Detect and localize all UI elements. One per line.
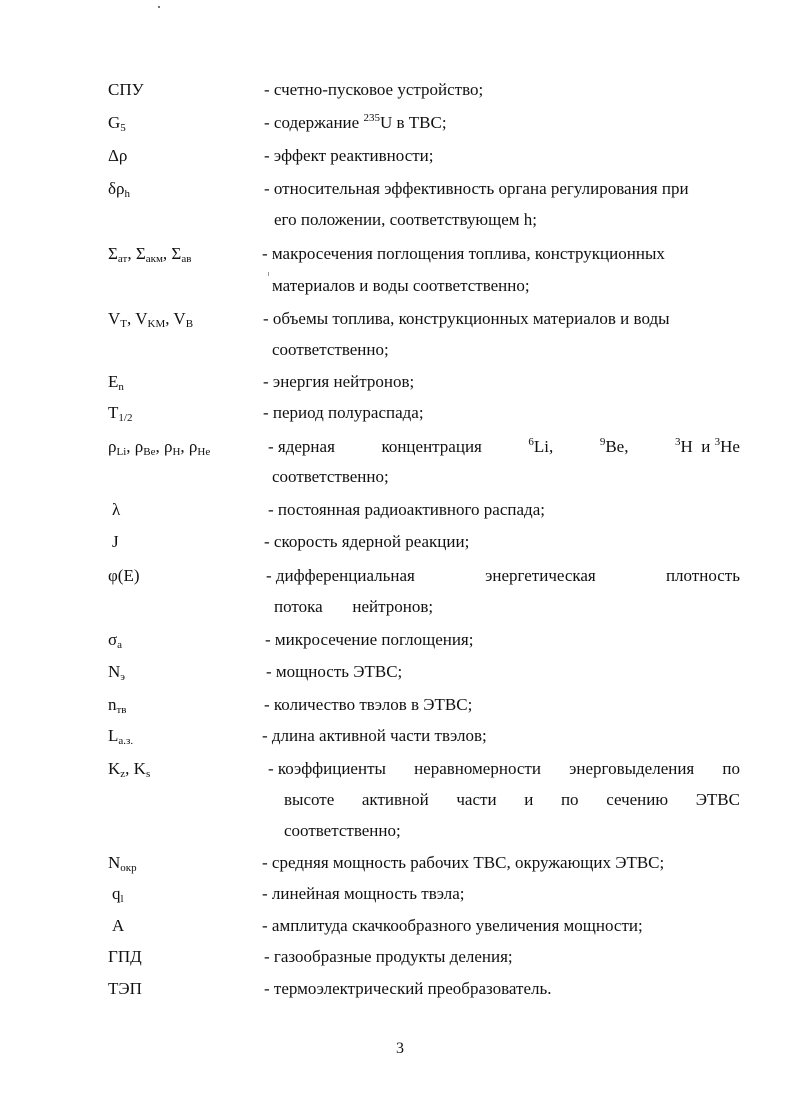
term-definition: - амплитуда скачкообразного увеличения мощности; <box>262 916 643 935</box>
term-definition: - содержание $^{235}$U в ТВС; <box>264 112 447 132</box>
term-definition: - мощность ЭТВС; <box>266 662 403 681</box>
term-symbol: ТЭП <box>108 979 142 998</box>
term-definition: - постоянная радиоактивного распада; <box>268 500 545 519</box>
term-definition-continuation: высоте активной части и по сечению ЭТВС <box>284 790 740 809</box>
term-definition-continuation: соответственно; <box>284 821 401 840</box>
term-definition-continuation: соответственно; <box>272 340 389 359</box>
term-symbol: $K_z$, $K_s$ <box>108 759 151 780</box>
term-symbol: $E_n$ <box>108 372 124 393</box>
term-definition-continuation: его положении, соответствующем h; <box>274 210 537 229</box>
term-definition: - микросечение поглощения; <box>265 630 474 649</box>
term-symbol: СПУ <box>108 80 144 99</box>
term-definition: - энергия нейтронов; <box>263 372 415 391</box>
term-symbol: $n_{тв}$ <box>108 695 127 716</box>
term-symbol: $\rho_{Li}$, $\rho_{Be}$, $\rho_H$, $\rho_{He}$ <box>108 437 211 458</box>
term-symbol: φ(E) <box>108 566 140 585</box>
term-symbol: $L_{а.з.}$ <box>108 726 134 747</box>
term-definition: - скорость ядерной реакции; <box>264 532 470 551</box>
term-symbol: $q_l$ <box>112 884 124 905</box>
term-symbol: J <box>112 532 119 551</box>
term-definition: - счетно-пусковое устройство; <box>264 80 484 99</box>
term-symbol: $\delta\rho_h$ <box>108 179 130 200</box>
term-symbol: $\Sigma_{ат}$, $\Sigma_{акм}$, $\Sigma_{ав}$ <box>108 244 192 265</box>
term-definition: - термоэлектрический преобразователь. <box>264 979 552 998</box>
term-definition: - длина активной части твэлов; <box>262 726 487 745</box>
term-definition: - период полураспада; <box>263 403 424 422</box>
term-definition: - макросечения поглощения топлива, конструкционных <box>262 244 665 263</box>
term-definition: - коэффициенты неравномерности энерговыделения по <box>268 759 740 778</box>
page-number: 3 <box>396 1040 404 1057</box>
term-definition: - эффект реактивности; <box>264 146 434 165</box>
term-symbol: λ <box>112 500 121 519</box>
term-symbol: $T_{1/2}$ <box>108 403 133 424</box>
term-definition: - средняя мощность рабочих ТВС, окружающих ЭТВС; <box>262 853 665 872</box>
term-symbol: $\sigma_a$ <box>108 630 123 651</box>
term-symbol: Δρ <box>108 146 128 165</box>
term-symbol: $G_5$ <box>108 113 126 134</box>
term-definition-continuation: потока нейтронов; <box>274 597 434 616</box>
term-definition: - относительная эффективность органа регулирования при <box>264 179 689 198</box>
term-definition: - газообразные продукты деления; <box>264 947 513 966</box>
scan-speck <box>268 272 269 276</box>
term-symbol: ГПД <box>108 947 142 966</box>
term-definition-continuation: соответственно; <box>272 467 389 486</box>
term-symbol: $V_T$, $V_{KM}$, $V_B$ <box>108 309 194 330</box>
term-definition: - линейная мощность твэла; <box>262 884 465 903</box>
term-symbol: A <box>112 916 125 935</box>
term-symbol: $N_{окр}$ <box>108 853 137 874</box>
term-definition: - ядерная концентрация $^6$Li, $^9$Be, $^3$H и $^3$He <box>268 436 740 456</box>
term-definition: - дифференциальная энергетическая плотность <box>266 566 740 585</box>
scan-speck <box>158 6 160 8</box>
term-definition-continuation: материалов и воды соответственно; <box>272 276 530 295</box>
term-definition: - объемы топлива, конструкционных материалов и воды <box>263 309 670 328</box>
term-symbol: $N_э$ <box>108 662 126 683</box>
term-definition: - количество твэлов в ЭТВС; <box>264 695 473 714</box>
